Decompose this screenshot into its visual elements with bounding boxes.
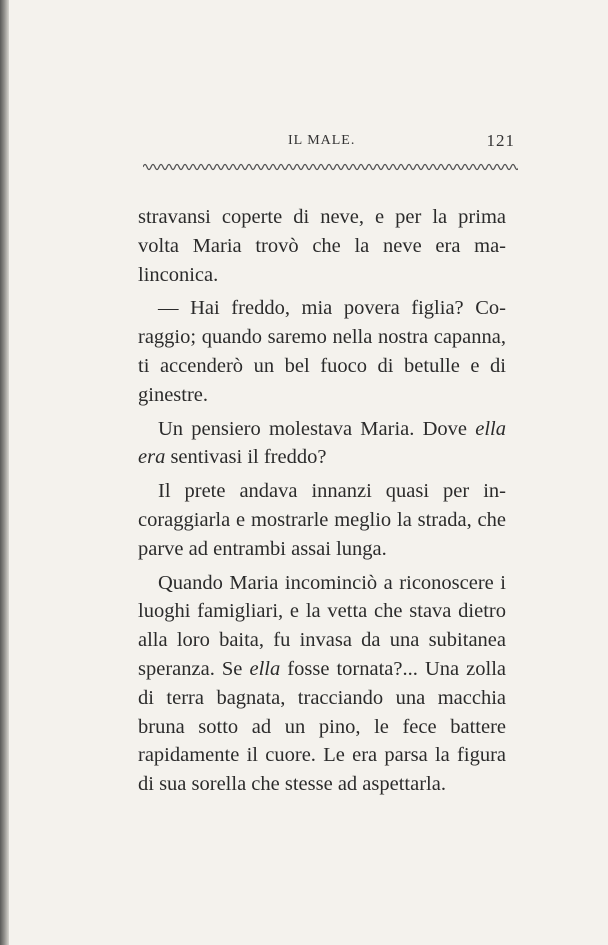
paragraph: stravansi coperte di neve, e per la prima volta Maria trovò che la neve era malinconica. (138, 206, 506, 286)
body-text (138, 203, 506, 799)
page-header (140, 131, 515, 153)
paragraph: — Hai freddo, mia povera figlia? Coraggio; quando saremo nella nostra capanna, ti accenderò un bel fuoco di betulle e di ginestre. (138, 297, 506, 406)
paragraph-text: fosse tornata?... Una zolla di terra bagnata, tracciando una macchia bruna sotto ad un pino, le fece battere rapidamente il cuore. Le era parsa la figura di sua sorella che stesse ad aspettarla. (138, 657, 507, 796)
paragraph: Il prete andava innanzi quasi per incoraggiarla e mostrarle meglio la strada, che parve ad entrambi assai lunga. (138, 480, 506, 560)
paragraph (138, 415, 506, 473)
paragraph (138, 569, 506, 799)
paragraph-text: Quando Maria incominciò a riconoscere i luoghi famigliari, e la vetta che stava dietro alla loro baita, fu invasa da una subitanea speranza. Se (138, 571, 506, 680)
wavy-rule-ornament-icon (143, 160, 518, 174)
page-number: 121 (486, 131, 515, 150)
italic-text: ella era (138, 417, 506, 469)
paragraph-text: Un pensiero molestava Maria. Dove (158, 417, 476, 440)
italic-text: ella (249, 657, 281, 680)
page-binding-edge (0, 0, 9, 945)
paragraph-text: sentivasi il freddo? (165, 446, 327, 469)
running-head: IL MALE. (288, 133, 356, 148)
